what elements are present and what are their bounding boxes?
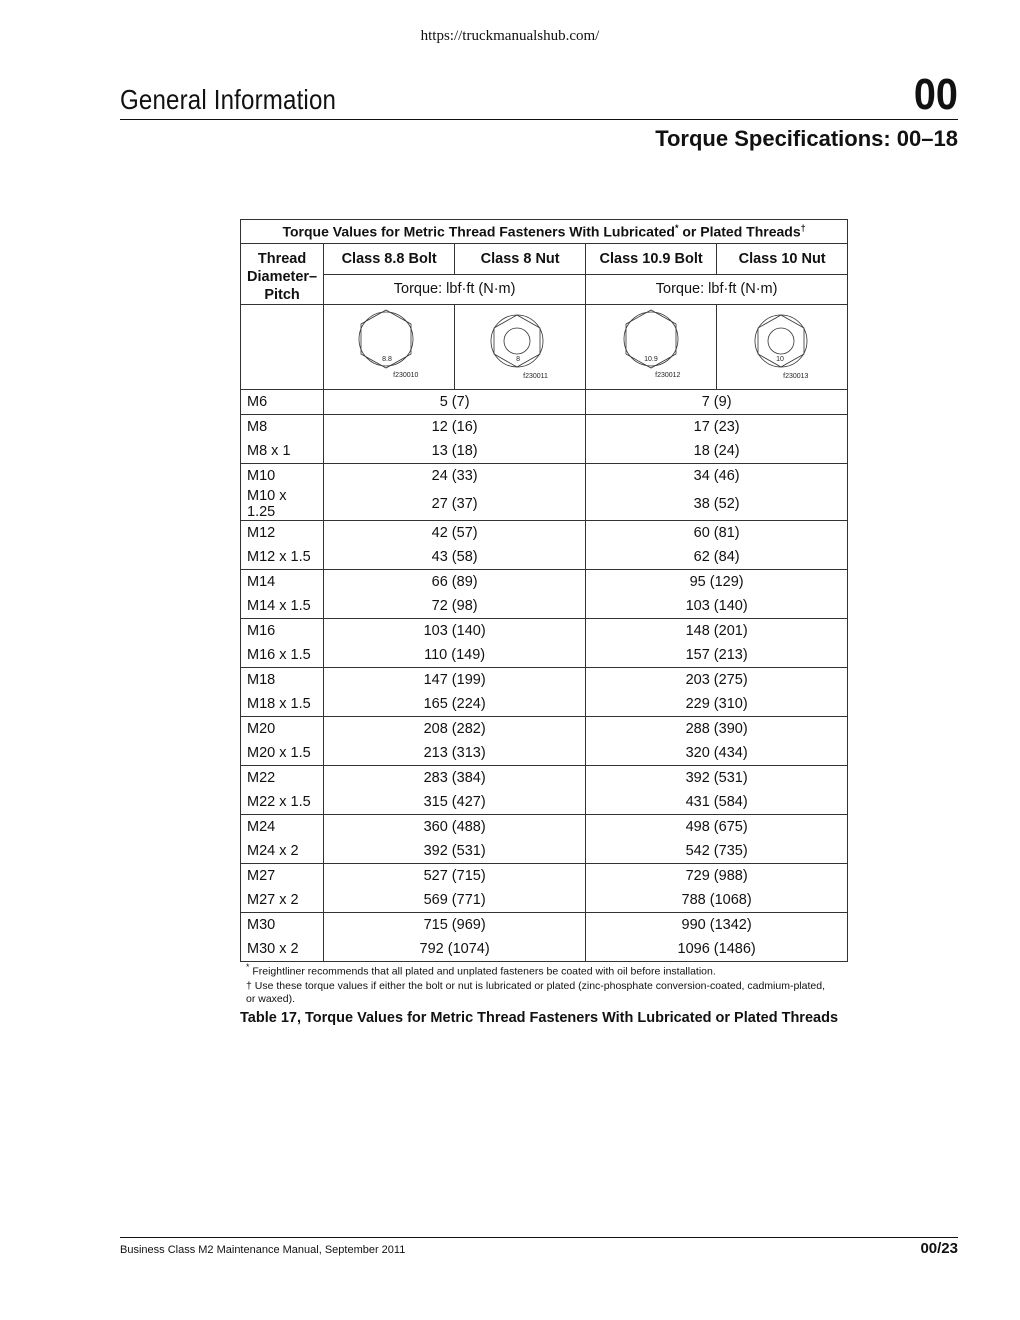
thread-size-cell: M30 <box>241 913 324 938</box>
footnote-star-ref: * <box>674 223 679 234</box>
class8-torque-cell: 569 (771) <box>324 888 586 913</box>
class8-torque-cell: 147 (199) <box>324 668 586 693</box>
class10-torque-cell: 62 (84) <box>586 545 848 570</box>
class10-torque-cell: 542 (735) <box>586 839 848 864</box>
thread-size-cell: M16 x 1.5 <box>241 643 324 668</box>
bolt-head-icon <box>592 305 710 385</box>
table-row <box>241 937 848 962</box>
table-row <box>241 643 848 668</box>
thread-size-cell: M18 x 1.5 <box>241 692 324 717</box>
class8-torque-cell: 208 (282) <box>324 717 586 742</box>
footnote-star-mark: * <box>246 962 250 972</box>
nut-icon <box>723 305 841 385</box>
figure-mark-10: 10 <box>776 356 784 363</box>
figure-cell-10 <box>717 305 848 390</box>
class8-torque-cell: 213 (313) <box>324 741 586 766</box>
thread-size-cell: M16 <box>241 619 324 644</box>
class10-torque-cell: 148 (201) <box>586 619 848 644</box>
class10-torque-cell: 431 (584) <box>586 790 848 815</box>
table-row <box>241 570 848 595</box>
class-8-8-bolt-header: Class 8.8 Bolt <box>324 244 455 275</box>
class10-torque-cell: 729 (988) <box>586 864 848 889</box>
class10-torque-cell: 288 (390) <box>586 717 848 742</box>
class10-torque-cell: 60 (81) <box>586 521 848 546</box>
class8-torque-cell: 103 (140) <box>324 619 586 644</box>
thread-size-cell: M12 x 1.5 <box>241 545 324 570</box>
torque-header-class8: Torque: lbf·ft (N·m) <box>324 274 586 305</box>
class10-torque-cell: 38 (52) <box>586 488 848 521</box>
class10-torque-cell: 95 (129) <box>586 570 848 595</box>
table-row <box>241 766 848 791</box>
class8-torque-cell: 66 (89) <box>324 570 586 595</box>
class10-torque-cell: 392 (531) <box>586 766 848 791</box>
class8-torque-cell: 13 (18) <box>324 439 586 464</box>
footnote-dagger-mark: † <box>246 980 252 992</box>
thread-size-cell: M22 <box>241 766 324 791</box>
class10-torque-cell: 1096 (1486) <box>586 937 848 962</box>
figure-mark-8: 8 <box>516 356 521 363</box>
figure-mark-10-9: 10.9 <box>644 356 658 363</box>
nut-icon <box>461 305 579 385</box>
figure-cell-8-8 <box>324 305 455 390</box>
table-title-tail: or Plated Threads <box>678 223 801 240</box>
table-row <box>241 390 848 415</box>
table-row <box>241 913 848 938</box>
table-row <box>241 488 848 521</box>
thread-size-cell: M14 x 1.5 <box>241 594 324 619</box>
figure-cell-8 <box>455 305 586 390</box>
table-row <box>241 619 848 644</box>
source-url[interactable]: https://truckmanualshub.com/ <box>420 28 600 44</box>
torque-table <box>240 219 848 962</box>
class10-torque-cell: 320 (434) <box>586 741 848 766</box>
class10-torque-cell: 229 (310) <box>586 692 848 717</box>
table-row <box>241 545 848 570</box>
class10-torque-cell: 103 (140) <box>586 594 848 619</box>
table-row <box>241 521 848 546</box>
thread-size-cell: M10 x 1.25 <box>241 488 324 521</box>
class10-torque-cell: 990 (1342) <box>586 913 848 938</box>
table-title-text: Torque Values for Metric Thread Fasteners With Lubricated <box>282 223 675 240</box>
thread-size-cell: M6 <box>241 390 324 415</box>
class8-torque-cell: 43 (58) <box>324 545 586 570</box>
class8-torque-cell: 283 (384) <box>324 766 586 791</box>
thread-size-cell: M27 <box>241 864 324 889</box>
thread-size-cell: M20 x 1.5 <box>241 741 324 766</box>
bolt-head-icon <box>330 305 448 385</box>
footer-page-number: 00/23 <box>920 1240 958 1257</box>
class8-torque-cell: 27 (37) <box>324 488 586 521</box>
footnote-star <box>246 961 836 979</box>
thread-size-cell: M30 x 2 <box>241 937 324 962</box>
page-subtitle: Torque Specifications: 00–18 <box>655 126 958 151</box>
class10-torque-cell: 7 (9) <box>586 390 848 415</box>
table-caption: Table 17, Torque Values for Metric Thread Fasteners With Lubricated or Plated Threads <box>240 1010 839 1026</box>
header-rule <box>120 119 958 120</box>
class8-torque-cell: 110 (149) <box>324 643 586 668</box>
figure-cell-10-9 <box>586 305 717 390</box>
thread-size-cell: M24 <box>241 815 324 840</box>
class10-torque-cell: 498 (675) <box>586 815 848 840</box>
class10-torque-cell: 34 (46) <box>586 464 848 489</box>
class8-torque-cell: 792 (1074) <box>324 937 586 962</box>
figure-id-f230011: f230011 <box>523 373 548 380</box>
table-row <box>241 717 848 742</box>
table-row <box>241 864 848 889</box>
torque-rows <box>241 390 848 962</box>
class8-torque-cell: 392 (531) <box>324 839 586 864</box>
figure-blank-cell <box>241 305 324 390</box>
footnote-dagger <box>246 980 836 1006</box>
class8-torque-cell: 72 (98) <box>324 594 586 619</box>
thread-size-cell: M8 <box>241 415 324 440</box>
section-title: General Information <box>120 84 337 115</box>
table-row <box>241 888 848 913</box>
class8-torque-cell: 527 (715) <box>324 864 586 889</box>
class8-torque-cell: 24 (33) <box>324 464 586 489</box>
class10-torque-cell: 18 (24) <box>586 439 848 464</box>
class10-torque-cell: 17 (23) <box>586 415 848 440</box>
table-row <box>241 439 848 464</box>
table-row <box>241 692 848 717</box>
table-row <box>241 415 848 440</box>
footer-rule <box>120 1237 958 1238</box>
table-row <box>241 464 848 489</box>
class-10-nut-header: Class 10 Nut <box>717 244 848 275</box>
class8-torque-cell: 42 (57) <box>324 521 586 546</box>
table-row <box>241 815 848 840</box>
figure-id-f230012: f230012 <box>655 372 681 379</box>
table-row <box>241 741 848 766</box>
figure-mark-8-8: 8.8 <box>382 356 392 363</box>
class8-torque-cell: 5 (7) <box>324 390 586 415</box>
thread-size-cell: M22 x 1.5 <box>241 790 324 815</box>
class-8-nut-header: Class 8 Nut <box>455 244 586 275</box>
thread-size-cell: M10 <box>241 464 324 489</box>
table-row <box>241 839 848 864</box>
class8-torque-cell: 315 (427) <box>324 790 586 815</box>
class10-torque-cell: 157 (213) <box>586 643 848 668</box>
footnote-dagger-text: Use these torque values if either the bolt or nut is lubricated or plated (zinc-phosphate conversion-coated, cadmium-plated, or waxed). <box>246 980 825 1005</box>
figure-id-f230010: f230010 <box>393 372 419 379</box>
thread-size-cell: M14 <box>241 570 324 595</box>
table-row <box>241 790 848 815</box>
figure-id-f230013: f230013 <box>783 373 809 380</box>
thread-header: Thread Diameter–Pitch <box>241 244 324 305</box>
class8-torque-cell: 12 (16) <box>324 415 586 440</box>
footnote-dagger-ref: † <box>800 223 806 234</box>
footer-manual-title: Business Class M2 Maintenance Manual, September 2011 <box>120 1244 406 1256</box>
thread-size-cell: M24 x 2 <box>241 839 324 864</box>
table-row <box>241 594 848 619</box>
class8-torque-cell: 715 (969) <box>324 913 586 938</box>
class10-torque-cell: 203 (275) <box>586 668 848 693</box>
thread-size-cell: M20 <box>241 717 324 742</box>
footnote-star-text: Freightliner recommends that all plated and unplated fasteners be coated with oil before installation. <box>249 965 716 978</box>
thread-size-cell: M18 <box>241 668 324 693</box>
table-title <box>241 220 848 244</box>
class8-torque-cell: 165 (224) <box>324 692 586 717</box>
thread-size-cell: M8 x 1 <box>241 439 324 464</box>
class8-torque-cell: 360 (488) <box>324 815 586 840</box>
torque-header-class10: Torque: lbf·ft (N·m) <box>586 274 848 305</box>
class10-torque-cell: 788 (1068) <box>586 888 848 913</box>
class-10-9-bolt-header: Class 10.9 Bolt <box>586 244 717 275</box>
thread-size-cell: M27 x 2 <box>241 888 324 913</box>
thread-size-cell: M12 <box>241 521 324 546</box>
table-row <box>241 668 848 693</box>
section-number: 00 <box>913 70 958 119</box>
